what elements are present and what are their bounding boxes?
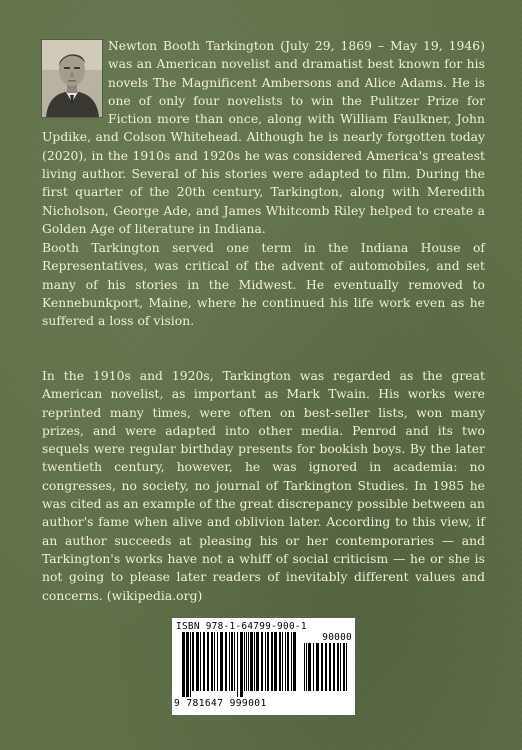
barcode-bar — [274, 632, 277, 691]
barcode-bar — [325, 643, 327, 691]
barcode-bar — [287, 632, 289, 691]
portrait-spacer — [42, 37, 108, 121]
barcode-bar — [200, 632, 201, 691]
barcode-bar — [279, 632, 281, 691]
barcode-addon-number: 90000 — [322, 632, 352, 643]
barcode-bar — [244, 632, 245, 691]
barcode-bar — [192, 632, 194, 691]
barcode-bar — [256, 632, 259, 691]
barcode-bar — [248, 632, 249, 691]
barcode-bar — [337, 643, 339, 691]
barcode-bar — [333, 643, 335, 691]
barcode-bar — [304, 643, 305, 691]
barcode-bar — [231, 632, 233, 691]
barcode-bar — [313, 643, 314, 691]
barcode-bar — [308, 643, 311, 691]
barcode-bar — [229, 632, 230, 691]
barcode-bar — [346, 643, 347, 691]
barcode-bar — [207, 632, 209, 691]
barcode-bar — [182, 632, 185, 697]
barcode-bar — [250, 632, 253, 691]
bio-paragraph-3-text: In the 1910s and 1920s, Tarkington was regarded as the great American novelist, as important as Mark Twain. His works were reprinted many times, were often on best-seller lists, won many prizes, and were adapted into other media. Penrod and its two sequels were regular birthday presents for bookish boys. By the later twentieth century, however, he was ignored in academia: no congresses, no society, no journal of Tarkington Studies. In 1985 he was cited as an example of the great discrepancy possible between an author's fame when alive and oblivion later. According to this view, if an author succeeds at pleasing his or her contemporaries — and Tarkington's works have not a whiff of social criticism — he or she is not going to please later readers of inevitably different values and concerns. (wikipedia.org) — [42, 369, 485, 603]
isbn-barcode — [172, 618, 355, 715]
barcode-bar — [254, 632, 255, 691]
barcode-bar — [261, 632, 263, 691]
barcode-bar — [225, 632, 227, 691]
barcode-bar — [316, 643, 319, 691]
barcode-bar — [196, 632, 199, 691]
ean-digits: 9 781647 999001 — [174, 698, 267, 709]
barcode-bar — [237, 632, 238, 697]
bio-paragraph-1 — [42, 37, 485, 238]
barcode-bar — [321, 643, 323, 691]
barcode-bar — [211, 632, 213, 691]
barcode-bar — [306, 643, 307, 691]
barcode-bar — [329, 643, 331, 691]
barcode-bar — [240, 632, 243, 697]
barcode-bar — [234, 632, 235, 691]
barcode-bar — [214, 632, 215, 691]
barcode-bar — [203, 632, 205, 691]
ean-bars — [182, 632, 296, 697]
isbn-label: ISBN 978-1-64799-900-1 — [176, 621, 307, 632]
barcode-bar — [291, 632, 292, 691]
bio-paragraph-2-text: Booth Tarkington served one term in the Indiana House of Representatives, was critical of the advent of automobiles, and set many of his stories in the Midwest. He eventually removed to Kennebunkport, Maine, where he continued his life work even as he suffered a loss of vision. — [42, 241, 485, 329]
bio-paragraph-3 — [42, 367, 485, 605]
barcode-bar — [217, 632, 218, 691]
barcode-bar — [220, 632, 223, 691]
barcode-bar — [246, 632, 247, 691]
barcode-bar — [282, 632, 283, 691]
barcode-bar — [343, 643, 345, 691]
barcode-bar — [267, 632, 269, 691]
barcode-bar — [293, 632, 296, 691]
bio-paragraph-1-text: Newton Booth Tarkington (July 29, 1869 – May 19, 1946) was an American novelist and dramatist best known for his novels The Magnificent Ambersons and Alice Adams. He is one of only four novelists to win the Pulitzer Prize for Fiction more than once, along with William Faulkner, John Updike, and Colson Whitehead. Although he is nearly forgotten today (2020), in the 1910s and 1920s he was considered America's greatest living author. Several of his stories were adapted to film. During the first quarter of the 20th century, Tarkington, along with Meredith Nicholson, George Ade, and James Whitcomb Riley helped to create a Golden Age of literature in Indiana. — [42, 39, 485, 236]
bio-paragraph-2 — [42, 239, 485, 330]
barcode-bar — [271, 632, 273, 691]
barcode-bar — [340, 643, 341, 691]
addon-bars — [304, 643, 350, 697]
barcode-bar — [186, 632, 189, 697]
barcode-bar — [265, 632, 266, 691]
barcode-bar — [190, 632, 191, 697]
barcode-bar — [285, 632, 286, 691]
